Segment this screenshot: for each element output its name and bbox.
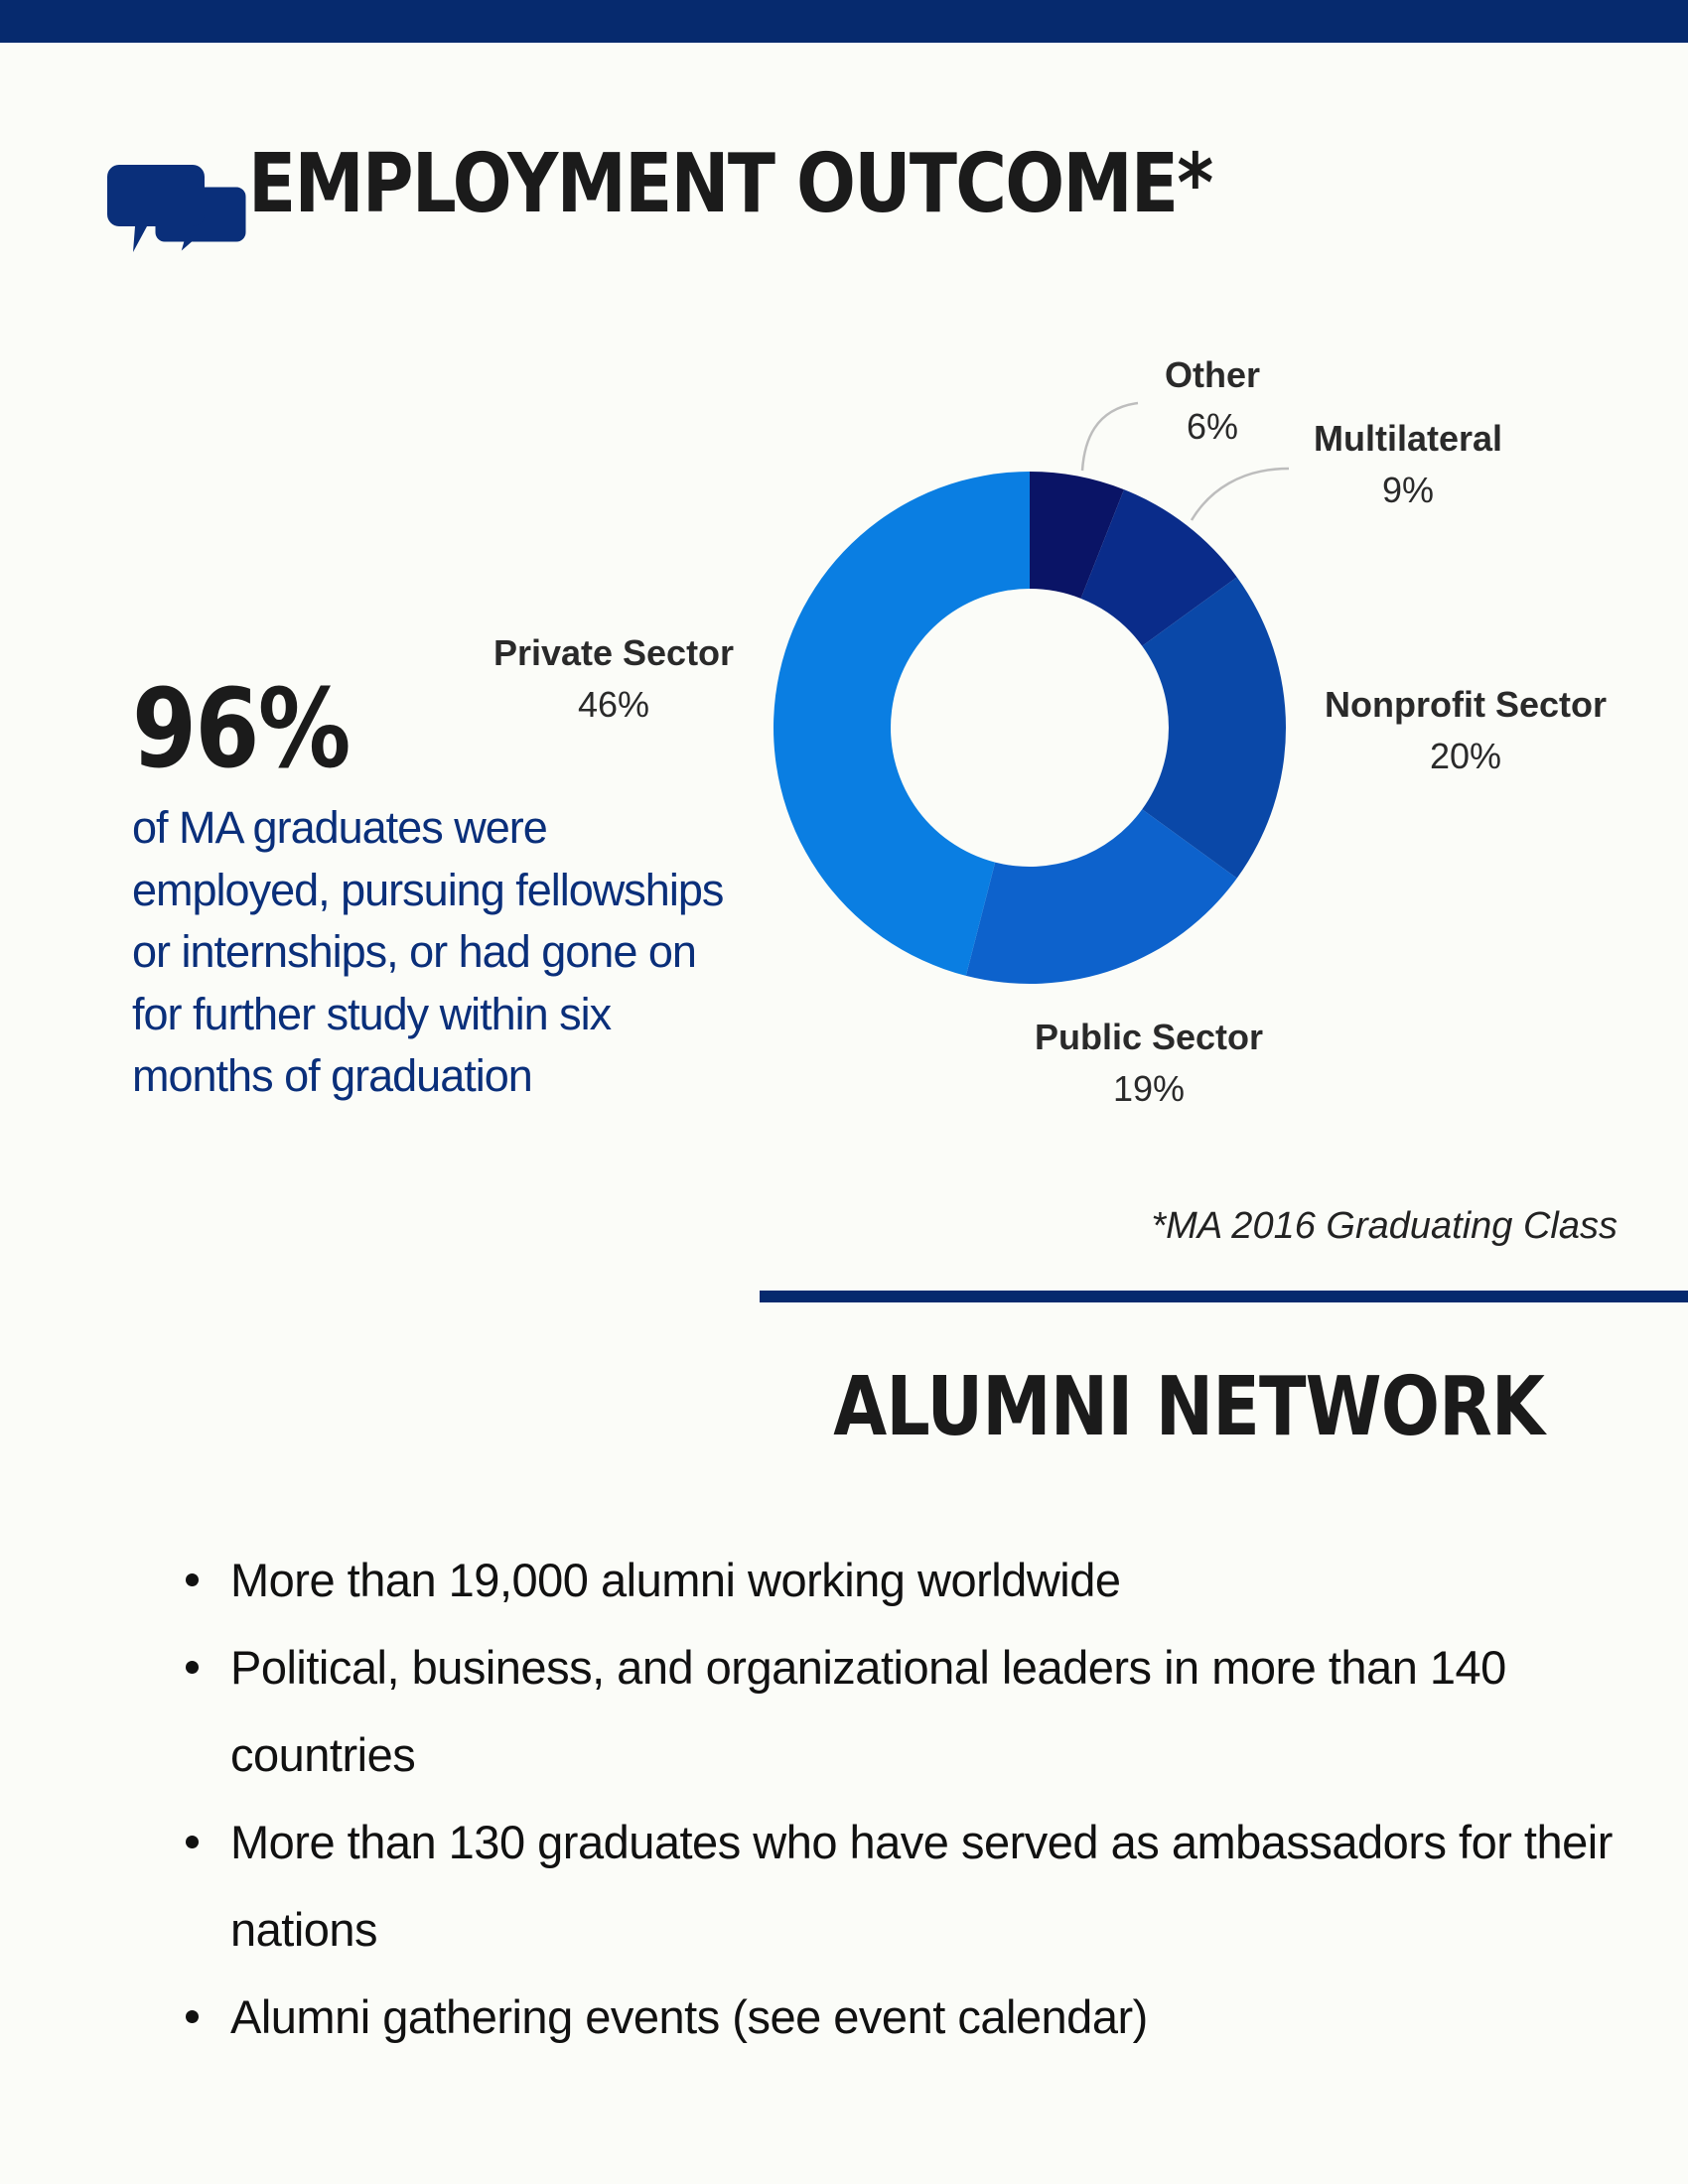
slice-labels bbox=[493, 354, 1607, 1109]
footnote: *MA 2016 Graduating Class bbox=[1151, 1205, 1618, 1247]
slice-label-nonprofit: Nonprofit Sector bbox=[1325, 684, 1607, 725]
slice-value-public: 19% bbox=[1112, 1068, 1186, 1109]
bullet-icon bbox=[186, 2010, 199, 2023]
section-divider bbox=[760, 1291, 1688, 1302]
slice-value-other: 6% bbox=[1186, 406, 1239, 447]
slice-value-private: 46% bbox=[577, 684, 650, 725]
slice-label-private: Private Sector bbox=[492, 632, 735, 673]
list-item bbox=[230, 1537, 1620, 1624]
list-item-text: Alumni gathering events (see event calendar) bbox=[230, 1990, 1148, 2043]
list-item-text: Political, business, and organizational leaders in more than 140 countries bbox=[230, 1641, 1506, 1781]
alumni-network-heading: ALUMNI NETWORK bbox=[833, 1360, 1544, 1454]
leader-line-other bbox=[1082, 403, 1138, 471]
list-item bbox=[230, 1624, 1620, 1799]
bullet-icon bbox=[186, 1573, 199, 1586]
slice-label-other: Other bbox=[1164, 354, 1261, 395]
list-item-text: More than 130 graduates who have served as ambassadors for their nations bbox=[230, 1816, 1613, 1956]
slice-value-nonprofit: 20% bbox=[1429, 736, 1502, 776]
list-item bbox=[230, 1799, 1620, 1974]
list-item-text: More than 19,000 alumni working worldwide bbox=[230, 1554, 1121, 1606]
stat-value: 96% bbox=[132, 665, 350, 792]
employment-outcome-heading: EMPLOYMENT OUTCOME* bbox=[248, 137, 1212, 231]
slice-label-public: Public Sector bbox=[1034, 1017, 1264, 1057]
slice-label-multilateral: Multilateral bbox=[1313, 418, 1503, 459]
stat-description: of MA graduates were employed, pursuing fellowships or internships, or had gone on for further study within six months of graduation bbox=[132, 802, 724, 1101]
alumni-list bbox=[230, 1537, 1620, 2061]
list-item bbox=[230, 1974, 1620, 2061]
bullet-icon bbox=[186, 1836, 199, 1848]
leader-line-multilateral bbox=[1192, 469, 1289, 520]
bullet-icon bbox=[186, 1661, 199, 1674]
donut-slices bbox=[774, 472, 1286, 984]
slice-value-multilateral: 9% bbox=[1381, 470, 1435, 510]
